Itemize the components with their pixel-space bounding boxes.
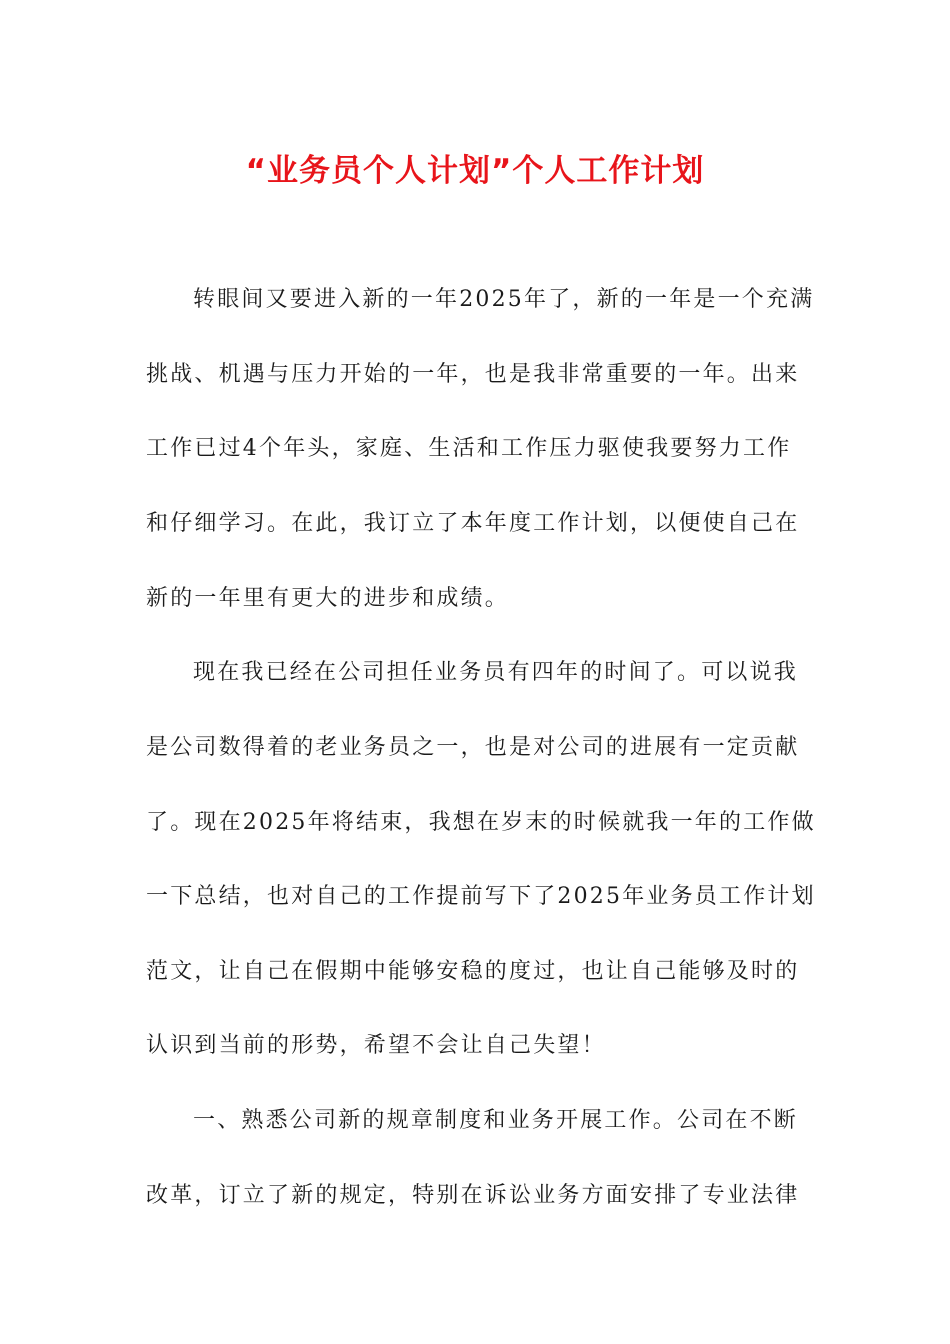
paragraph-2-line-4: 一下总结，也对自己的工作提前写下了2025年业务员工作计划 [146, 884, 816, 909]
document-title: “业务员个人计划”个人工作计划 [245, 153, 705, 189]
paragraph-2-line-5: 范文，让自己在假期中能够安稳的度过，也让自己能够及时的 [146, 959, 800, 984]
paragraph-3-line-1: 一、熟悉公司新的规章制度和业务开展工作。公司在不断 [193, 1108, 799, 1133]
paragraph-2-line-2: 是公司数得着的老业务员之一，也是对公司的进展有一定贡献 [146, 735, 800, 760]
paragraph-2-line-3: 了。现在2025年将结束，我想在岁末的时候就我一年的工作做 [146, 810, 816, 835]
paragraph-3-line-2: 改革，订立了新的规定，特别在诉讼业务方面安排了专业法律 [146, 1183, 800, 1208]
paragraph-2-line-1: 现在我已经在公司担任业务员有四年的时间了。可以说我 [193, 660, 799, 685]
paragraph-1-line-4: 和仔细学习。在此，我订立了本年度工作计划，以便使自己在 [146, 511, 800, 536]
paragraph-1-line-5: 新的一年里有更大的进步和成绩。 [146, 586, 510, 611]
paragraph-1-line-3: 工作已过4个年头，家庭、生活和工作压力驱使我要努力工作 [146, 436, 792, 461]
paragraph-2-line-6: 认识到当前的形势，希望不会让自己失望！ [146, 1033, 606, 1058]
paragraph-1-line-2: 挑战、机遇与压力开始的一年，也是我非常重要的一年。出来 [146, 362, 800, 387]
paragraph-1-line-1: 转眼间又要进入新的一年2025年了，新的一年是一个充满 [193, 287, 815, 312]
